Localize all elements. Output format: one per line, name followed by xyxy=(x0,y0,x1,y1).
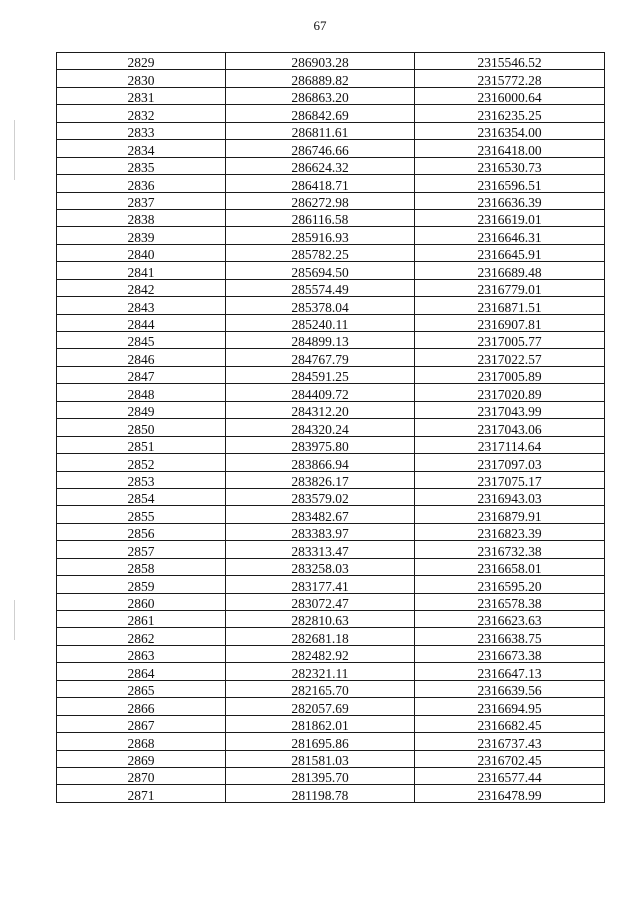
table-row xyxy=(57,122,605,139)
y-coordinate-cell: 2316354.00 xyxy=(415,122,605,139)
table-row xyxy=(57,175,605,192)
scan-edge-mark xyxy=(14,600,15,640)
table-row xyxy=(57,523,605,540)
x-coordinate-cell: 286624.32 xyxy=(226,157,415,174)
y-coordinate-cell: 2316623.63 xyxy=(415,611,605,628)
x-coordinate-cell: 285782.25 xyxy=(226,244,415,261)
table-row xyxy=(57,192,605,209)
x-coordinate-cell: 284899.13 xyxy=(226,332,415,349)
x-coordinate-cell: 285574.49 xyxy=(226,279,415,296)
table-row xyxy=(57,349,605,366)
table-row xyxy=(57,488,605,505)
point-number-cell: 2840 xyxy=(57,244,226,261)
x-coordinate-cell: 286811.61 xyxy=(226,122,415,139)
table-row xyxy=(57,384,605,401)
x-coordinate-cell: 286889.82 xyxy=(226,70,415,87)
coordinates-table-body xyxy=(57,53,605,803)
x-coordinate-cell: 284320.24 xyxy=(226,419,415,436)
scan-edge-mark xyxy=(14,120,15,180)
point-number-cell: 2844 xyxy=(57,314,226,331)
x-coordinate-cell: 283866.94 xyxy=(226,454,415,471)
point-number-cell: 2843 xyxy=(57,297,226,314)
y-coordinate-cell: 2315772.28 xyxy=(415,70,605,87)
x-coordinate-cell: 284409.72 xyxy=(226,384,415,401)
table-row xyxy=(57,767,605,784)
point-number-cell: 2865 xyxy=(57,680,226,697)
table-row xyxy=(57,698,605,715)
table-row xyxy=(57,244,605,261)
table-row xyxy=(57,506,605,523)
table-row xyxy=(57,53,605,70)
point-number-cell: 2830 xyxy=(57,70,226,87)
y-coordinate-cell: 2316658.01 xyxy=(415,558,605,575)
x-coordinate-cell: 283072.47 xyxy=(226,593,415,610)
x-coordinate-cell: 283258.03 xyxy=(226,558,415,575)
y-coordinate-cell: 2316636.39 xyxy=(415,192,605,209)
x-coordinate-cell: 285378.04 xyxy=(226,297,415,314)
x-coordinate-cell: 286863.20 xyxy=(226,87,415,104)
table-row xyxy=(57,279,605,296)
point-number-cell: 2834 xyxy=(57,140,226,157)
y-coordinate-cell: 2317114.64 xyxy=(415,436,605,453)
y-coordinate-cell: 2316907.81 xyxy=(415,314,605,331)
x-coordinate-cell: 281581.03 xyxy=(226,750,415,767)
y-coordinate-cell: 2316578.38 xyxy=(415,593,605,610)
y-coordinate-cell: 2316619.01 xyxy=(415,209,605,226)
point-number-cell: 2855 xyxy=(57,506,226,523)
table-row xyxy=(57,70,605,87)
x-coordinate-cell: 284767.79 xyxy=(226,349,415,366)
y-coordinate-cell: 2316673.38 xyxy=(415,645,605,662)
x-coordinate-cell: 286418.71 xyxy=(226,175,415,192)
point-number-cell: 2864 xyxy=(57,663,226,680)
table-row xyxy=(57,541,605,558)
y-coordinate-cell: 2316596.51 xyxy=(415,175,605,192)
y-coordinate-cell: 2316577.44 xyxy=(415,767,605,784)
point-number-cell: 2838 xyxy=(57,209,226,226)
x-coordinate-cell: 284591.25 xyxy=(226,366,415,383)
table-row xyxy=(57,436,605,453)
x-coordinate-cell: 283383.97 xyxy=(226,523,415,540)
table-row xyxy=(57,785,605,802)
table-row xyxy=(57,262,605,279)
y-coordinate-cell: 2316530.73 xyxy=(415,157,605,174)
point-number-cell: 2859 xyxy=(57,576,226,593)
table-row xyxy=(57,87,605,104)
y-coordinate-cell: 2316694.95 xyxy=(415,698,605,715)
x-coordinate-cell: 282810.63 xyxy=(226,611,415,628)
table-row xyxy=(57,593,605,610)
x-coordinate-cell: 282321.11 xyxy=(226,663,415,680)
table-row xyxy=(57,645,605,662)
point-number-cell: 2870 xyxy=(57,767,226,784)
table-row xyxy=(57,558,605,575)
x-coordinate-cell: 283482.67 xyxy=(226,506,415,523)
x-coordinate-cell: 281695.86 xyxy=(226,733,415,750)
table-row xyxy=(57,576,605,593)
table-row xyxy=(57,157,605,174)
x-coordinate-cell: 283826.17 xyxy=(226,471,415,488)
table-row xyxy=(57,454,605,471)
x-coordinate-cell: 281395.70 xyxy=(226,767,415,784)
x-coordinate-cell: 282057.69 xyxy=(226,698,415,715)
y-coordinate-cell: 2316639.56 xyxy=(415,680,605,697)
table-row xyxy=(57,611,605,628)
x-coordinate-cell: 284312.20 xyxy=(226,401,415,418)
y-coordinate-cell: 2316682.45 xyxy=(415,715,605,732)
y-coordinate-cell: 2316418.00 xyxy=(415,140,605,157)
point-number-cell: 2858 xyxy=(57,558,226,575)
point-number-cell: 2831 xyxy=(57,87,226,104)
point-number-cell: 2839 xyxy=(57,227,226,244)
y-coordinate-cell: 2316823.39 xyxy=(415,523,605,540)
x-coordinate-cell: 285694.50 xyxy=(226,262,415,279)
y-coordinate-cell: 2316646.31 xyxy=(415,227,605,244)
y-coordinate-cell: 2316647.13 xyxy=(415,663,605,680)
coordinates-table xyxy=(56,52,605,803)
y-coordinate-cell: 2316879.91 xyxy=(415,506,605,523)
point-number-cell: 2833 xyxy=(57,122,226,139)
point-number-cell: 2850 xyxy=(57,419,226,436)
table-row xyxy=(57,209,605,226)
y-coordinate-cell: 2317075.17 xyxy=(415,471,605,488)
table-row xyxy=(57,140,605,157)
point-number-cell: 2861 xyxy=(57,611,226,628)
table-row xyxy=(57,332,605,349)
x-coordinate-cell: 285240.11 xyxy=(226,314,415,331)
point-number-cell: 2869 xyxy=(57,750,226,767)
point-number-cell: 2857 xyxy=(57,541,226,558)
point-number-cell: 2862 xyxy=(57,628,226,645)
point-number-cell: 2860 xyxy=(57,593,226,610)
y-coordinate-cell: 2316478.99 xyxy=(415,785,605,802)
y-coordinate-cell: 2317043.99 xyxy=(415,401,605,418)
y-coordinate-cell: 2317005.77 xyxy=(415,332,605,349)
y-coordinate-cell: 2316732.38 xyxy=(415,541,605,558)
point-number-cell: 2856 xyxy=(57,523,226,540)
x-coordinate-cell: 283975.80 xyxy=(226,436,415,453)
point-number-cell: 2841 xyxy=(57,262,226,279)
table-row xyxy=(57,366,605,383)
y-coordinate-cell: 2316638.75 xyxy=(415,628,605,645)
point-number-cell: 2837 xyxy=(57,192,226,209)
x-coordinate-cell: 282482.92 xyxy=(226,645,415,662)
point-number-cell: 2851 xyxy=(57,436,226,453)
table-row xyxy=(57,680,605,697)
y-coordinate-cell: 2317097.03 xyxy=(415,454,605,471)
y-coordinate-cell: 2317043.06 xyxy=(415,419,605,436)
table-row xyxy=(57,105,605,122)
x-coordinate-cell: 281862.01 xyxy=(226,715,415,732)
table-row xyxy=(57,419,605,436)
y-coordinate-cell: 2316000.64 xyxy=(415,87,605,104)
x-coordinate-cell: 286903.28 xyxy=(226,53,415,70)
y-coordinate-cell: 2317022.57 xyxy=(415,349,605,366)
y-coordinate-cell: 2316737.43 xyxy=(415,733,605,750)
x-coordinate-cell: 283579.02 xyxy=(226,488,415,505)
point-number-cell: 2848 xyxy=(57,384,226,401)
y-coordinate-cell: 2316779.01 xyxy=(415,279,605,296)
y-coordinate-cell: 2315546.52 xyxy=(415,53,605,70)
point-number-cell: 2846 xyxy=(57,349,226,366)
point-number-cell: 2866 xyxy=(57,698,226,715)
y-coordinate-cell: 2316645.91 xyxy=(415,244,605,261)
x-coordinate-cell: 282165.70 xyxy=(226,680,415,697)
point-number-cell: 2868 xyxy=(57,733,226,750)
point-number-cell: 2853 xyxy=(57,471,226,488)
x-coordinate-cell: 286746.66 xyxy=(226,140,415,157)
point-number-cell: 2852 xyxy=(57,454,226,471)
point-number-cell: 2845 xyxy=(57,332,226,349)
table-row xyxy=(57,733,605,750)
point-number-cell: 2832 xyxy=(57,105,226,122)
x-coordinate-cell: 283177.41 xyxy=(226,576,415,593)
y-coordinate-cell: 2316689.48 xyxy=(415,262,605,279)
y-coordinate-cell: 2316235.25 xyxy=(415,105,605,122)
x-coordinate-cell: 286842.69 xyxy=(226,105,415,122)
point-number-cell: 2871 xyxy=(57,785,226,802)
x-coordinate-cell: 283313.47 xyxy=(226,541,415,558)
x-coordinate-cell: 286272.98 xyxy=(226,192,415,209)
table-row xyxy=(57,750,605,767)
table-row xyxy=(57,297,605,314)
point-number-cell: 2847 xyxy=(57,366,226,383)
table-row xyxy=(57,663,605,680)
table-row xyxy=(57,628,605,645)
x-coordinate-cell: 282681.18 xyxy=(226,628,415,645)
point-number-cell: 2867 xyxy=(57,715,226,732)
table-row xyxy=(57,227,605,244)
point-number-cell: 2829 xyxy=(57,53,226,70)
point-number-cell: 2842 xyxy=(57,279,226,296)
point-number-cell: 2836 xyxy=(57,175,226,192)
x-coordinate-cell: 286116.58 xyxy=(226,209,415,226)
y-coordinate-cell: 2317020.89 xyxy=(415,384,605,401)
y-coordinate-cell: 2317005.89 xyxy=(415,366,605,383)
point-number-cell: 2835 xyxy=(57,157,226,174)
point-number-cell: 2849 xyxy=(57,401,226,418)
table-row xyxy=(57,471,605,488)
y-coordinate-cell: 2316871.51 xyxy=(415,297,605,314)
page-number: 67 xyxy=(313,18,327,33)
y-coordinate-cell: 2316702.45 xyxy=(415,750,605,767)
x-coordinate-cell: 285916.93 xyxy=(226,227,415,244)
point-number-cell: 2863 xyxy=(57,645,226,662)
x-coordinate-cell: 281198.78 xyxy=(226,785,415,802)
y-coordinate-cell: 2316943.03 xyxy=(415,488,605,505)
table-row xyxy=(57,715,605,732)
point-number-cell: 2854 xyxy=(57,488,226,505)
table-row xyxy=(57,314,605,331)
y-coordinate-cell: 2316595.20 xyxy=(415,576,605,593)
table-row xyxy=(57,401,605,418)
